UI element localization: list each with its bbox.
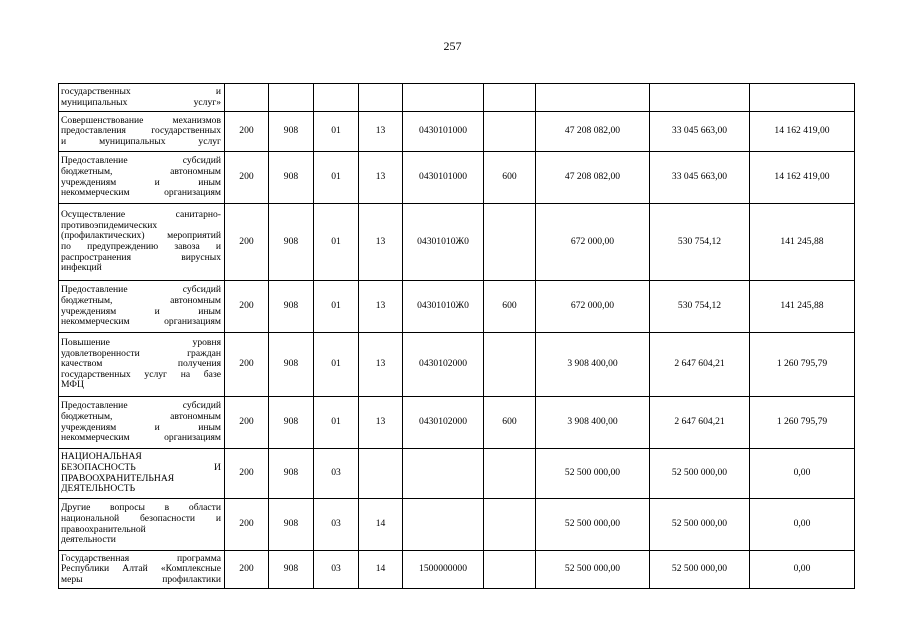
table-row	[59, 204, 855, 281]
section-cell	[314, 84, 359, 112]
remainder-cell: 141 245,88	[750, 204, 855, 281]
description-line: Совершенствование механизмов	[61, 114, 221, 126]
description-line: предоставления государственных	[61, 125, 221, 137]
description-line: инфекций	[61, 262, 102, 274]
executed-amount-cell: 2 647 604,21	[650, 397, 750, 449]
table-row	[59, 499, 855, 551]
remainder-cell: 141 245,88	[750, 281, 855, 333]
table-row	[59, 333, 855, 397]
description-line: государственных услуг на базе	[61, 368, 221, 380]
target-article-cell	[403, 449, 484, 499]
expense-type-cell	[484, 499, 536, 551]
description-line: национальной безопасности и	[61, 512, 221, 524]
row-description	[59, 204, 225, 281]
target-article-cell: 0430101000	[403, 152, 484, 204]
expense-type-cell	[484, 204, 536, 281]
description-line: Предоставление субсидий	[61, 155, 221, 167]
description-line: бюджетным, автономным	[61, 165, 221, 177]
description-line: Повышение уровня	[61, 337, 221, 349]
subsection-cell: 13	[359, 397, 403, 449]
code-cell: 200	[225, 397, 269, 449]
target-article-cell: 04301010Ж0	[403, 281, 484, 333]
description-line: некоммерческим организациям	[61, 432, 221, 444]
section-cell: 03	[314, 449, 359, 499]
section-cell: 01	[314, 333, 359, 397]
remainder-cell: 0,00	[750, 449, 855, 499]
table-row	[59, 152, 855, 204]
target-article-cell: 0430102000	[403, 333, 484, 397]
row-description	[59, 333, 225, 397]
executed-amount-cell: 530 754,12	[650, 204, 750, 281]
description-line: Государственная программа	[61, 552, 221, 564]
department-cell: 908	[269, 152, 314, 204]
description-line: и муниципальных услуг	[61, 135, 221, 147]
target-article-cell: 0430102000	[403, 397, 484, 449]
description-line: НАЦИОНАЛЬНАЯ	[61, 451, 142, 463]
description-line: учреждениям и иным	[61, 305, 221, 317]
code-cell: 200	[225, 499, 269, 551]
expense-type-cell	[484, 333, 536, 397]
department-cell: 908	[269, 204, 314, 281]
section-cell: 01	[314, 204, 359, 281]
description-line: Республики Алтай «Комплексные	[61, 563, 221, 575]
remainder-cell: 0,00	[750, 551, 855, 589]
row-description	[59, 112, 225, 152]
planned-amount-cell	[536, 84, 650, 112]
code-cell: 200	[225, 152, 269, 204]
description-line: Предоставление субсидий	[61, 400, 221, 412]
row-description	[59, 152, 225, 204]
description-line: ДЕЯТЕЛЬНОСТЬ	[61, 483, 136, 495]
remainder-cell: 1 260 795,79	[750, 397, 855, 449]
section-cell: 01	[314, 281, 359, 333]
row-description	[59, 281, 225, 333]
table-row	[59, 551, 855, 589]
department-cell: 908	[269, 397, 314, 449]
description-line: качеством получения	[61, 358, 221, 370]
description-line: удовлетворенности граждан	[61, 347, 221, 359]
subsection-cell: 13	[359, 281, 403, 333]
executed-amount-cell: 2 647 604,21	[650, 333, 750, 397]
expense-type-cell: 600	[484, 152, 536, 204]
code-cell: 200	[225, 551, 269, 589]
section-cell: 01	[314, 397, 359, 449]
target-article-cell	[403, 499, 484, 551]
description-line: Предоставление субсидий	[61, 284, 221, 296]
expense-type-cell	[484, 112, 536, 152]
budget-table	[58, 83, 855, 589]
remainder-cell: 1 260 795,79	[750, 333, 855, 397]
department-cell: 908	[269, 112, 314, 152]
department-cell: 908	[269, 281, 314, 333]
description-line: противоэпидемических	[61, 219, 158, 231]
description-line: бюджетным, автономным	[61, 294, 221, 306]
planned-amount-cell: 3 908 400,00	[536, 397, 650, 449]
description-line: правоохранительной	[61, 523, 146, 535]
remainder-cell	[750, 84, 855, 112]
planned-amount-cell: 47 208 082,00	[536, 112, 650, 152]
executed-amount-cell: 530 754,12	[650, 281, 750, 333]
code-cell: 200	[225, 112, 269, 152]
expense-type-cell: 600	[484, 281, 536, 333]
description-line: учреждениям и иным	[61, 176, 221, 188]
executed-amount-cell: 33 045 663,00	[650, 112, 750, 152]
description-line: по предупреждению завоза и	[61, 241, 221, 252]
section-cell: 03	[314, 499, 359, 551]
description-line: Другие вопросы в области	[61, 502, 221, 514]
executed-amount-cell	[650, 84, 750, 112]
table-row	[59, 449, 855, 499]
section-cell: 03	[314, 551, 359, 589]
table-row	[59, 112, 855, 152]
code-cell: 200	[225, 204, 269, 281]
description-line: БЕЗОПАСНОСТЬ И	[61, 461, 221, 473]
target-article-cell	[403, 84, 484, 112]
description-line: некоммерческим организациям	[61, 187, 221, 199]
target-article-cell: 0430101000	[403, 112, 484, 152]
remainder-cell: 14 162 419,00	[750, 112, 855, 152]
expense-type-cell: 600	[484, 397, 536, 449]
subsection-cell: 14	[359, 499, 403, 551]
row-description	[59, 449, 225, 499]
planned-amount-cell: 52 500 000,00	[536, 551, 650, 589]
planned-amount-cell: 47 208 082,00	[536, 152, 650, 204]
planned-amount-cell: 672 000,00	[536, 281, 650, 333]
target-article-cell: 04301010Ж0	[403, 204, 484, 281]
subsection-cell	[359, 84, 403, 112]
row-description	[59, 551, 225, 589]
subsection-cell: 13	[359, 333, 403, 397]
target-article-cell: 1500000000	[403, 551, 484, 589]
table-row	[59, 397, 855, 449]
description-line: меры профилактики	[61, 573, 221, 585]
subsection-cell: 13	[359, 112, 403, 152]
description-line: (профилактических) мероприятий	[61, 230, 221, 242]
table-row	[59, 281, 855, 333]
planned-amount-cell: 52 500 000,00	[536, 449, 650, 499]
executed-amount-cell: 33 045 663,00	[650, 152, 750, 204]
description-line: государственных и	[61, 85, 221, 97]
expense-type-cell	[484, 551, 536, 589]
subsection-cell: 13	[359, 204, 403, 281]
section-cell: 01	[314, 152, 359, 204]
description-line: МФЦ	[61, 379, 84, 391]
row-description	[59, 84, 225, 112]
executed-amount-cell: 52 500 000,00	[650, 551, 750, 589]
description-line: распространения вирусных	[61, 251, 221, 263]
code-cell: 200	[225, 449, 269, 499]
description-line: деятельности	[61, 534, 116, 546]
row-description	[59, 397, 225, 449]
remainder-cell: 14 162 419,00	[750, 152, 855, 204]
executed-amount-cell: 52 500 000,00	[650, 499, 750, 551]
code-cell: 200	[225, 333, 269, 397]
code-cell: 200	[225, 281, 269, 333]
expense-type-cell	[484, 84, 536, 112]
code-cell	[225, 84, 269, 112]
description-line: ПРАВООХРАНИТЕЛЬНАЯ	[61, 472, 175, 484]
page-number: 257	[443, 39, 462, 53]
description-line: муниципальных услуг»	[61, 96, 221, 108]
department-cell	[269, 84, 314, 112]
section-cell: 01	[314, 112, 359, 152]
description-line: Осуществление санитарно-	[61, 209, 221, 221]
remainder-cell: 0,00	[750, 499, 855, 551]
description-line: некоммерческим организациям	[61, 316, 221, 328]
subsection-cell: 14	[359, 551, 403, 589]
row-description	[59, 499, 225, 551]
planned-amount-cell: 3 908 400,00	[536, 333, 650, 397]
planned-amount-cell: 52 500 000,00	[536, 499, 650, 551]
department-cell: 908	[269, 449, 314, 499]
planned-amount-cell: 672 000,00	[536, 204, 650, 281]
description-line: бюджетным, автономным	[61, 410, 221, 422]
table-row	[59, 84, 855, 112]
expense-type-cell	[484, 449, 536, 499]
department-cell: 908	[269, 333, 314, 397]
department-cell: 908	[269, 499, 314, 551]
subsection-cell	[359, 449, 403, 499]
description-line: учреждениям и иным	[61, 421, 221, 433]
department-cell: 908	[269, 551, 314, 589]
executed-amount-cell: 52 500 000,00	[650, 449, 750, 499]
subsection-cell: 13	[359, 152, 403, 204]
